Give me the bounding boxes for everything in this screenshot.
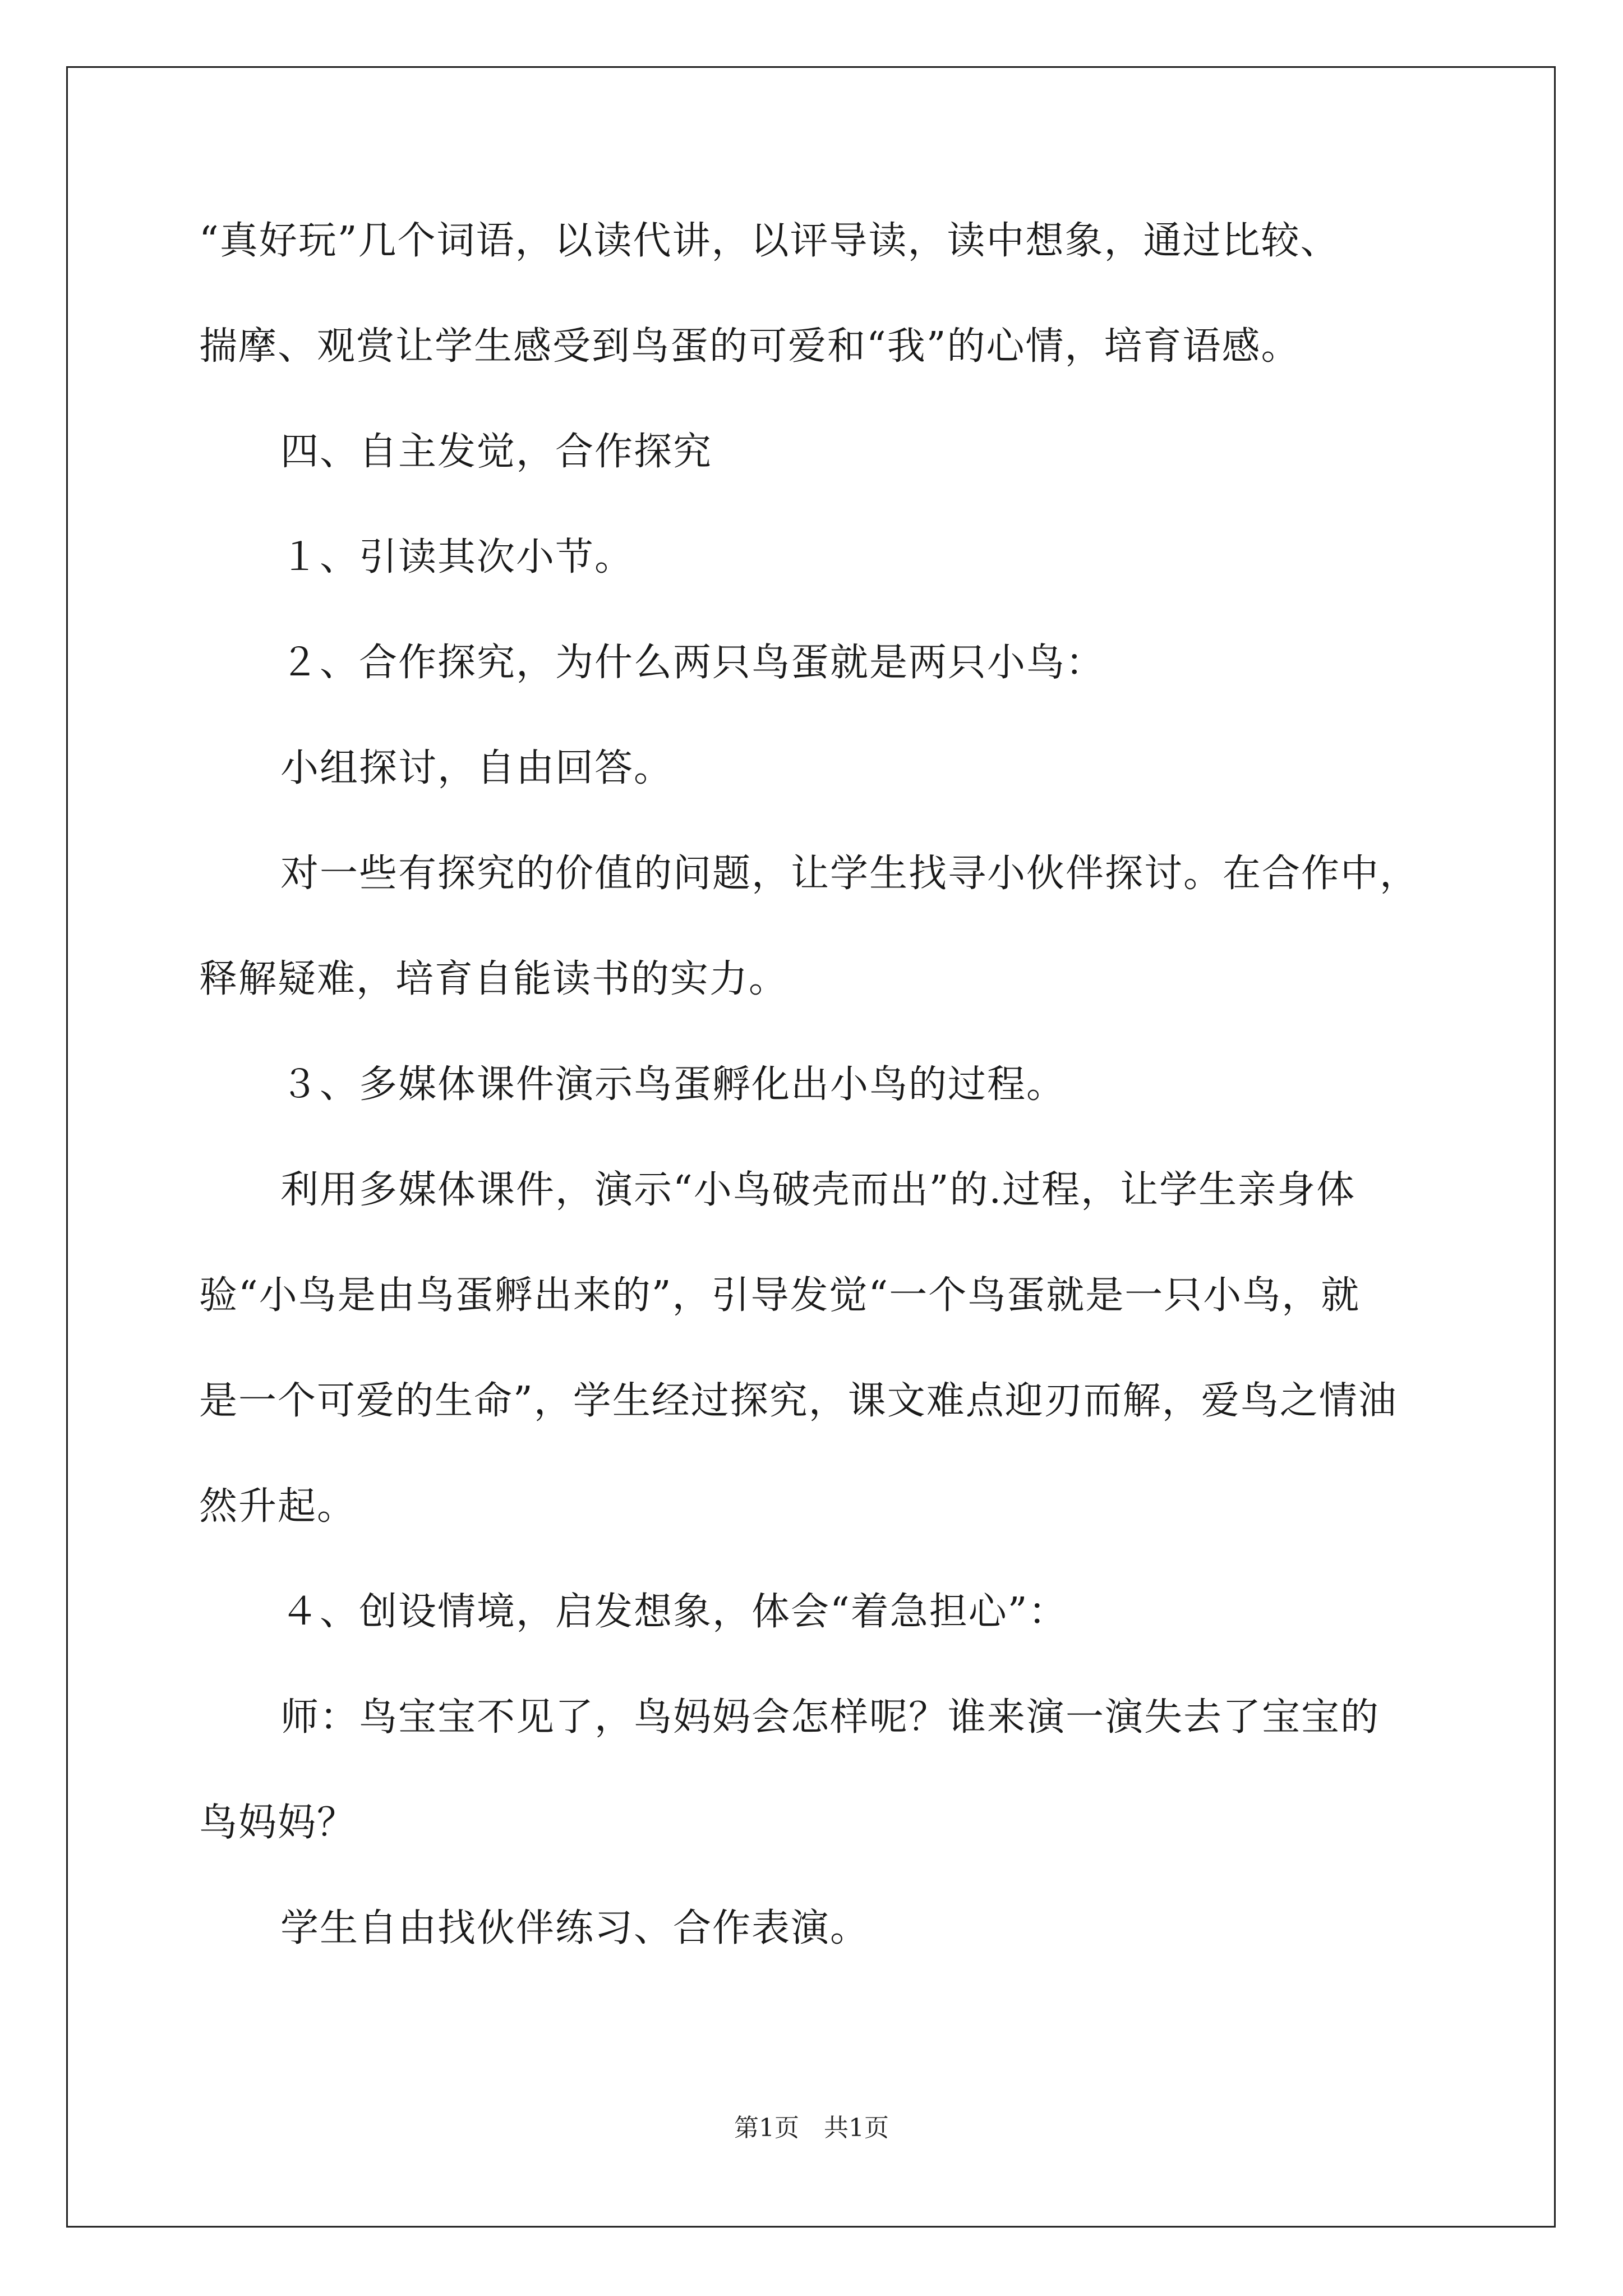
text-line: ３、多媒体课件演示鸟蛋孵化出小鸟的过程。: [280, 1062, 1066, 1107]
section-heading: 四、自主发觉，合作探究: [280, 430, 713, 474]
text-line: 师：鸟宝宝不见了，鸟妈妈会怎样呢？谁来演一演失去了宝宝的: [280, 1695, 1380, 1740]
text-line: １、引读其次小节。: [280, 535, 634, 579]
text-line: 鸟妈妈？: [199, 1801, 357, 1845]
text-line: ４、创设情境，启发想象，体会“着急担心”：: [280, 1590, 1068, 1634]
text-line: 是一个可爱的生命”，学生经过探究，课文难点迎刃而解，爱鸟之情油: [199, 1379, 1398, 1423]
text-line: 释解疑难，培育自能读书的实力。: [199, 957, 789, 1001]
text-line: 学生自由找伙伴练习、合作表演。: [280, 1906, 870, 1950]
page-footer: 第1页 共1页: [734, 2114, 889, 2142]
text-line: 验“小鸟是由鸟蛋孵出来的”，引导发觉“一个鸟蛋就是一只小鸟，就: [199, 1273, 1361, 1318]
text-line: ２、合作探究，为什么两只鸟蛋就是两只小鸟：: [280, 641, 1105, 685]
text-line: 对一些有探究的价值的问题，让学生找寻小伙伴探讨。在合作中，: [280, 852, 1419, 896]
text-line: 然升起。: [199, 1484, 357, 1529]
text-line: “真好玩”几个词语，以读代讲，以评导读，读中想象，通过比较、: [199, 219, 1340, 263]
text-line: 利用多媒体课件，演示“小鸟破壳而出”的.过程，让学生亲身体: [280, 1168, 1356, 1212]
text-line: 小组探讨，自由回答。: [280, 746, 674, 790]
text-line: 揣摩、观赏让学生感受到鸟蛋的可爱和“我”的心情，培育语感。: [199, 324, 1301, 369]
